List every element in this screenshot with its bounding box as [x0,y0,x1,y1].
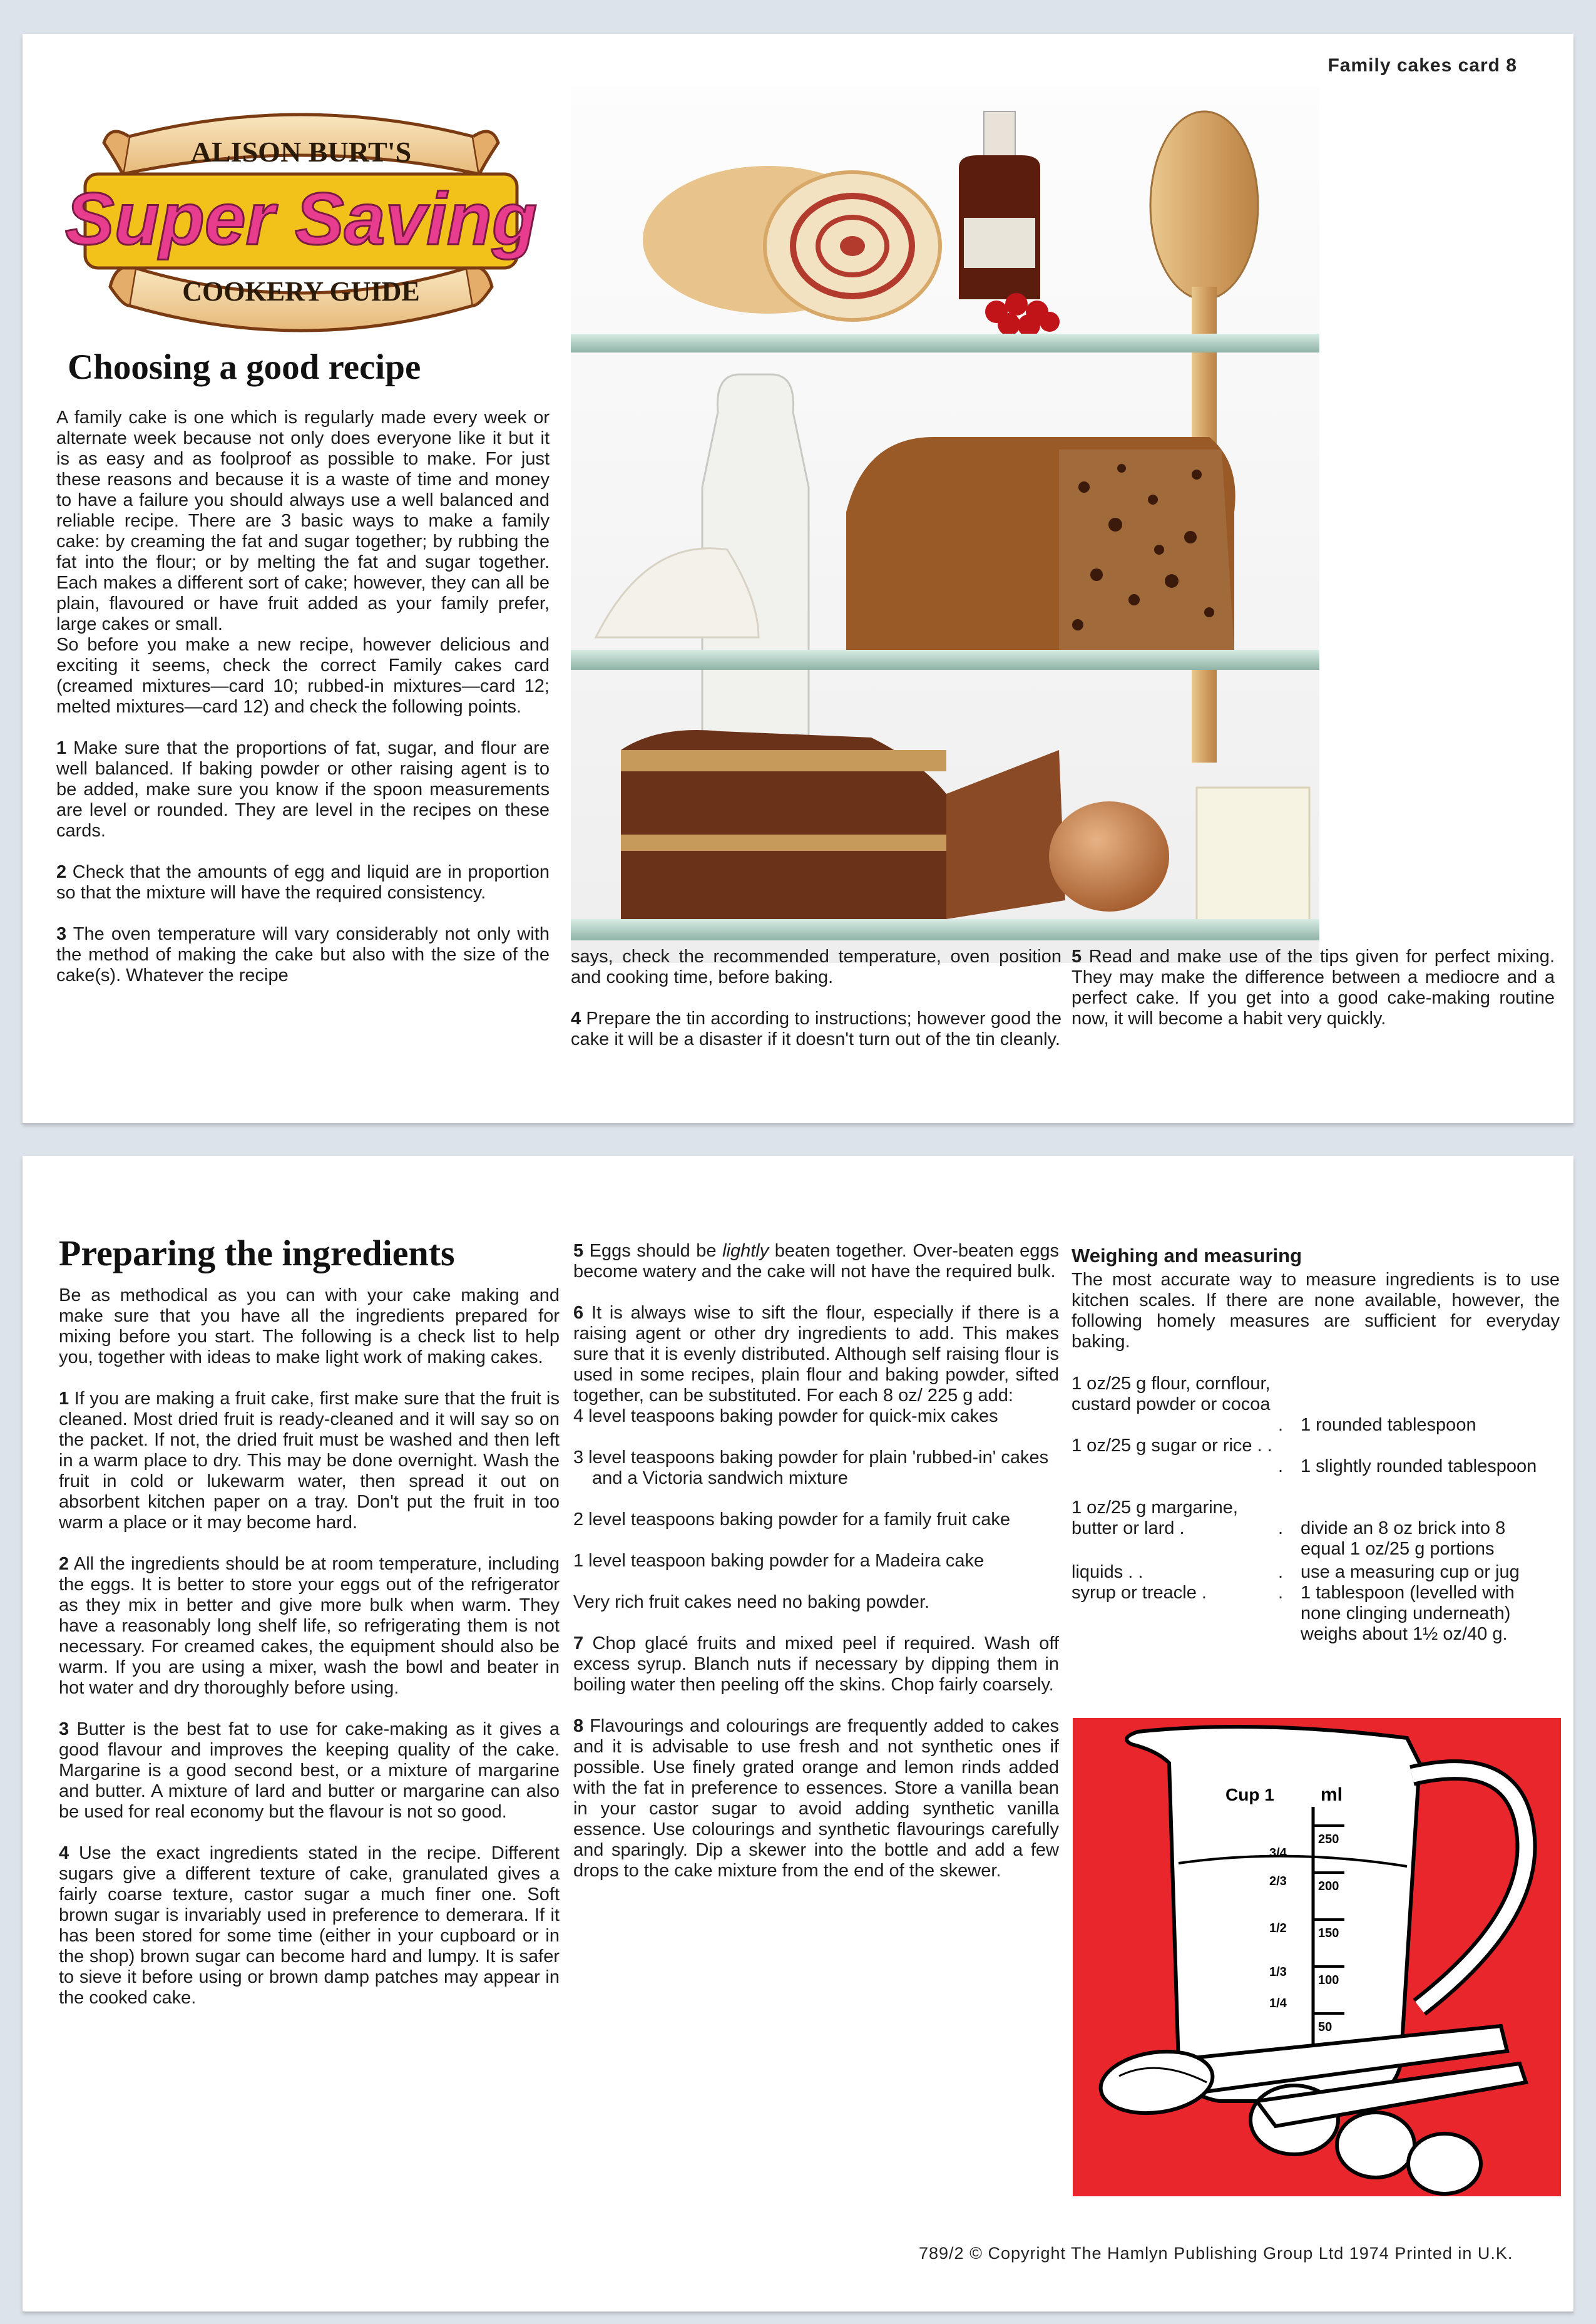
point-1: 1 Make sure that the proportions of fat, sugar, and flour are well balanced. If baking powder or other raising agent is to be added, make sure you know if the spoon measurements are level or rounded. They are level in the recipes on these cards. [56,738,550,841]
cup-fraction: 2/3 [1269,1874,1287,1888]
ml-mark: 100 [1318,1973,1339,1987]
back-left-column [59,1232,560,2029]
intro-paragraph-2: So before you make a new recipe, however delicious and exciting it seems, check the correct Family cakes card (creamed mixtures—card 10; rubbed-in mixtures—card 12; melted mixtures—card 12) and check the following points. [56,635,550,717]
point-4: 4 Prepare the tin according to instructions; however good the cake it will be a disaster if it doesn't turn out of the tin cleanly. [571,1009,1061,1049]
back-card [23,1156,1573,2311]
ingredient-point-8: 8 Flavourings and colourings are frequently added to cakes and it is advisable to use fresh and not synthetic ones if possible. Use finely grated orange and lemon rinds added with the fat in preference to essences. Store a vanilla bean in your castor sugar to avoid adding synthetic vanilla essence. Use colourings and synthetic flavourings carefully and sparingly. Dip a skewer into the bottle and add a few drops to the cake mixture from the end of the skewer. [573,1716,1059,1881]
logo-line3: COOKERY GUIDE [182,276,420,307]
point-2: 2 Check that the amounts of egg and liquid are in proportion so that the mixture will have the required consistency. [56,862,550,903]
measure-row: liquids . . . use a measuring cup or jug [1072,1562,1520,1582]
measures-table [1072,1374,1560,1645]
cup-fraction: 3/4 [1269,1846,1287,1860]
ingredient-point-5: 5 Eggs should be lightly beaten together. Over-beaten eggs become watery and the cake will not have the required bulk. [573,1241,1059,1282]
point-3: 3 The oven temperature will vary considerably not only with the method of making the cake but also with the size of the cake(s). Whatever the recipe [56,924,550,985]
list-item: 2 level teaspoons baking powder for a family fruit cake [573,1509,1010,1530]
ingredient-point-2: 2 All the ingredients should be at room temperature, including the eggs. It is better to store your eggs out of the refrigerator as they mix in better and give more bulk when warm. They have a reasonably long shelf life, so refrigerating them is not necessary. For creamed cakes, the equipment should also be warm. If you are using a mixer, wash the bowl and beater in hot water and dry thoroughly before using. [59,1554,560,1698]
back-middle-column [573,1241,1059,1902]
front-card [23,34,1573,1123]
measuring-jug-illustration [1069,1713,1565,2201]
cup-label: Cup 1 [1225,1785,1274,1804]
ingredient-point-6: 6 It is always wise to sift the flour, especially if there is a raising agent or other dry ingredients to add. This makes sure that it is evenly distributed. Although self raising flour is used in some recipes, plain flour and baking powder, sifted together, can be substituted. For each 8 oz/ 225 g add: [573,1303,1059,1406]
cup-fraction: 1/3 [1269,1965,1287,1979]
measure-row: syrup or treacle . . 1 tablespoon (levelled with none clinging underneath) weighs about 1½ oz/40 g. [1072,1583,1515,1644]
logo-line2: Super Saving [64,178,538,260]
weighing-title: Weighing and measuring [1072,1245,1302,1267]
ml-mark: 50 [1318,2020,1333,2034]
ingredient-point-3: 3 Butter is the best fat to use for cake-making as it gives a good flavour and improves the keeping quality of the cake. Margarine is a good second best, or a mixture of margarine and butter. A mixture of lard and butter or margarine can also be used for real economy but the flavour is not so good. [59,1719,560,1822]
list-item: 3 level teaspoons baking powder for plain 'rubbed-in' cakes and a Victoria sandwich mixture [573,1447,1049,1488]
cakes-on-shelves-photo [571,86,1319,963]
point-3-continued: says, check the recommended temperature, oven position and cooking time, before baking. [571,947,1061,987]
card-number: Family cakes card 8 [1327,55,1517,76]
measure-row: 1 oz/25 g sugar or rice . . . 1 slightly rounded tablespoon [1072,1436,1537,1476]
ml-mark: 150 [1318,1926,1339,1940]
page-title: Choosing a good recipe [68,347,421,387]
cup-fraction: 1/2 [1269,1921,1287,1935]
section-title: Preparing the ingredients [59,1233,455,1273]
front-middle-column [571,947,1061,1071]
copyright-footer: 789/2 © Copyright The Hamlyn Publishing Group Ltd 1974 Printed in U.K. [919,2244,1513,2263]
list-item: 4 level teaspoons baking powder for quick-mix cakes [573,1406,998,1426]
back-intro: Be as methodical as you can with your cake making and make sure that you have all the ingredients prepared for mixing before you start. The following is a check list to help you, together with ideas to make light work of making cakes. [59,1285,560,1367]
cup-fraction: 1/4 [1269,1997,1287,2010]
logo-line1: ALISON BURT'S [190,136,412,168]
ml-mark: 200 [1318,1879,1339,1893]
back-right-column [1072,1245,1560,1665]
cookery-guide-logo [41,80,561,343]
point-5: 5 Read and make use of the tips given for perfect mixing. They may make the difference between a mediocre and a perfect cake. If you get into a good cake-making routine now, it will become a habit very quickly. [1072,947,1555,1029]
ingredient-point-7: 7 Chop glacé fruits and mixed peel if required. Wash off excess syrup. Blanch nuts if necessary by dipping them in boiling water then peeling off the skins. Chop fairly coarsely. [573,1633,1059,1695]
list-item: 1 level teaspoon baking powder for a Madeira cake [573,1551,985,1571]
intro-paragraph: A family cake is one which is regularly made every week or alternate week because not only does everyone like it but it is as easy and as foolproof as possible to make. For just these reasons and because it is a waste of time and money to have a failure you should always use a well balanced and reliable recipe. There are 3 basic ways to make a family cake: by creaming the fat and sugar together; by rubbing the fat into the flour; or by melting the fat and sugar together. Each makes a different sort of cake; however, they can all be plain, flavoured or have fruit added as your family prefer, large cakes or small. [56,408,550,634]
baking-powder-list [573,1406,1059,1571]
ingredient-point-4: 4 Use the exact ingredients stated in the recipe. Different sugars give a different texture of cake, granulated gives a fairly coarse texture, castor sugar a much finer one. Soft brown sugar is invariably used in preference to demerara. If it has been stored for some time (either in your cupboard or in the shop) brown sugar can become hard and lumpy. It is safer to sieve it before using or brown damp patches may appear in the cooked cake. [59,1843,560,2008]
weighing-intro: The most accurate way to measure ingredients is to use kitchen scales. If there are none available, however, the following homely measures are sufficient for everyday baking. [1072,1270,1560,1352]
measure-row: 1 oz/25 g flour, cornflour, custard powder or cocoa . 1 rounded tablespoon [1072,1374,1476,1435]
ml-label: ml [1321,1784,1343,1805]
ingredient-point-1: 1 If you are making a fruit cake, first make sure that the fruit is cleaned. Most dried fruit is ready-cleaned and it will say so on the packet. If not, the dried fruit must be washed and then left in a warm place to dry. This may be done overnight. Wash the fruit in cold or lukewarm water, then spread it out on absorbent kitchen paper on a tray. Don't put the fruit in too warm a place or it may become hard. [59,1389,560,1533]
measure-row: 1 oz/25 g margarine, butter or lard . . divide an 8 oz brick into 8 equal 1 oz/25 g portions [1072,1498,1506,1559]
ml-mark: 250 [1318,1833,1339,1846]
front-left-column [56,347,550,1007]
front-right-column [1072,947,1555,1050]
rich-fruit-note: Very rich fruit cakes need no baking powder. [573,1592,930,1612]
